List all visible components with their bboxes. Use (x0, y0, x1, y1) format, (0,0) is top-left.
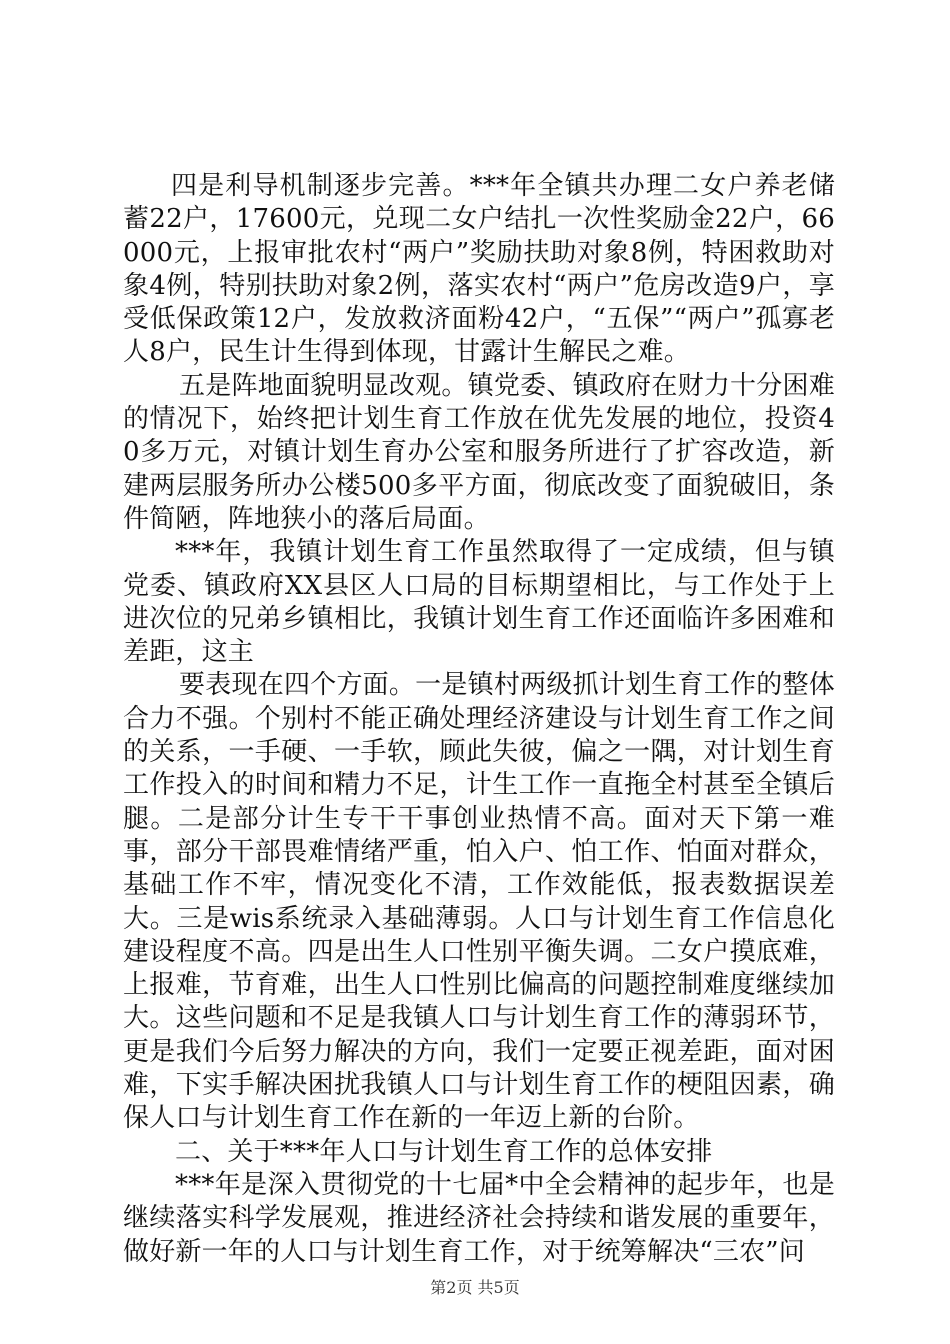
section-heading-overall-plan: 二、关于***年人口与计划生育工作的总体安排 (175, 1136, 713, 1167)
paragraph-facilities: 五是阵地面貌明显改观。镇党委、镇政府在财力十分困难的情况下，始终把计划生育工作放在优先发展的地位，投资40多万元，对镇计划生育办公室和服务所进行了扩容改造，新建两层服务所办公楼500多平方面，彻底改变了面貌破旧，条件简陋，阵地狭小的落后局面。 (123, 370, 835, 534)
paragraph-four-problems: 要表现在四个方面。一是镇村两级抓计划生育工作的整体合力不强。个别村不能正确处理经济建设与计划生育工作之间的关系，一手硬、一手软，顾此失彼，偏之一隅，对计划生育工作投入的时间和精力不足，计生工作一直拖全村甚至全镇后腿。二是部分计生专干干事创业热情不高。面对天下第一难事，部分干部畏难情绪严重，怕入户、怕工作、怕面对群众，基础工作不牢，情况变化不清，工作效能低，报表数据误差大。三是wis系统录入基础薄弱。人口与计划生育工作信息化建设程度不高。四是出生人口性别平衡失调。二女户摸底难，上报难，节育难，出生人口性别比偏高的问题控制难度继续加大。这些问题和不足是我镇人口与计划生育工作的薄弱环节，更是我们今后努力解决的方向，我们一定要正视差距，面对困难，下实手解决困扰我镇人口与计划生育工作的梗阻因素，确保人口与计划生育工作在新的一年迈上新的台阶。 (123, 670, 835, 1134)
paragraph-new-year-plan: ***年是深入贯彻党的十七届*中全会精神的起步年，也是继续落实科学发展观，推进经济社会持续和谐发展的重要年，做好新一年的人口与计划生育工作，对于统筹解决“三农”问 (123, 1169, 835, 1267)
page-number-footer: 第2页 共5页 (430, 1278, 520, 1297)
document-body (123, 170, 835, 1269)
paragraph-incentive-mechanism: 四是利导机制逐步完善。***年全镇共办理二女户养老储蓄22户，17600元，兑现二女户结扎一次性奖励金22户，66000元，上报审批农村“两户”奖励扶助对象8例，特困救助对象4例，特别扶助对象2例，落实农村“两户”危房改造9户，享受低保政策12户，发放救济面粉42户，“五保”“两户”孤寡老人8户，民生计生得到体现，甘露计生解民之难。 (123, 171, 835, 368)
paragraph-shortcomings-intro: ***年，我镇计划生育工作虽然取得了一定成绩，但与镇党委、镇政府XX县区人口局的目标期望相比，与工作处于上进次位的兄弟乡镇相比，我镇计划生育工作还面临许多困难和差距，这主 (123, 537, 835, 668)
